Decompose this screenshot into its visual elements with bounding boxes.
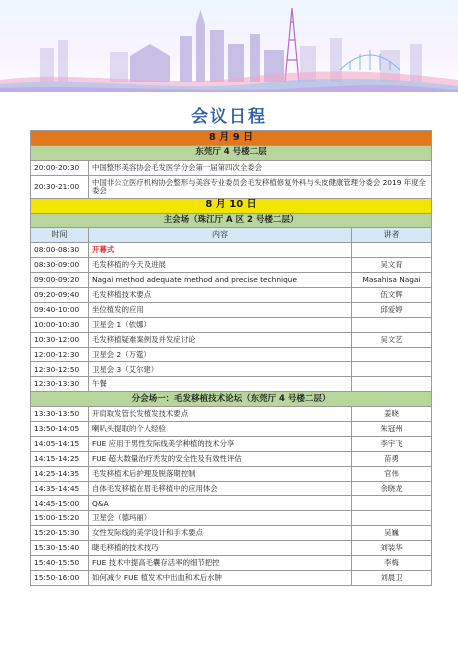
column-header-content: 内容 [89, 228, 352, 243]
time-cell: 08:00-08:30 [31, 243, 89, 258]
content-cell: 坐位植发的应用 [89, 302, 352, 317]
time-cell: 10:30-12:00 [31, 332, 89, 347]
venue-row [31, 145, 432, 160]
table-row [31, 496, 432, 511]
venue-label: 主会场（珠江厅 A 区 2 号楼二层） [31, 213, 432, 228]
content-cell: 中国非公立医疗机构协会整形与美容专业委员会毛发移植修复外科与头皮健康管理分委会 2019 年度全委会 [89, 175, 432, 198]
time-cell: 14:25-14:35 [31, 466, 89, 481]
table-row [31, 273, 432, 288]
content-cell: FUE 应用于男性发际线美学种植的技术分享 [89, 436, 352, 451]
time-cell: 09:20-09:40 [31, 288, 89, 303]
content-cell: Nagai method adequate method and precise technique [89, 273, 352, 288]
table-row [31, 481, 432, 496]
speaker-cell: 吴巍 [352, 526, 432, 541]
speaker-cell: 刘装华 [352, 541, 432, 556]
speaker-cell: 吴文艺 [352, 332, 432, 347]
table-row [31, 511, 432, 526]
date-label: 8 月 10 日 [31, 198, 432, 213]
venue-label: 东莞厅 4 号楼二层 [31, 145, 432, 160]
column-header-time: 时间 [31, 228, 89, 243]
speaker-cell [352, 243, 432, 258]
time-cell: 10:00-10:30 [31, 317, 89, 332]
content-cell: FUE 技术中提高毛囊存活率的细节把控 [89, 556, 352, 571]
speaker-cell [352, 496, 432, 511]
content-cell: 毛发移植术后护理及脱落期控制 [89, 466, 352, 481]
time-cell: 12:30-12:50 [31, 362, 89, 377]
content-cell: 女性发际线的美学设计和手术要点 [89, 526, 352, 541]
schedule-table [30, 130, 432, 586]
table-row [31, 451, 432, 466]
content-cell: 卫星会 3（艾尔建） [89, 362, 352, 377]
time-cell: 13:50-14:05 [31, 422, 89, 437]
content-cell: 毛发移植技术要点 [89, 288, 352, 303]
table-row [31, 160, 432, 175]
time-cell: 14:05-14:15 [31, 436, 89, 451]
speaker-cell [352, 511, 432, 526]
speaker-cell: 苗勇 [352, 451, 432, 466]
time-cell: 09:00-09:20 [31, 273, 89, 288]
table-row [31, 175, 432, 198]
content-cell: 毛发移植的今天及进展 [89, 258, 352, 273]
speaker-cell: 刘晨卫 [352, 570, 432, 585]
time-cell: 12:30-13:30 [31, 377, 89, 392]
date-label: 8 月 9 日 [31, 131, 432, 146]
speaker-cell: 姜晓 [352, 407, 432, 422]
time-cell: 15:00-15:20 [31, 511, 89, 526]
time-cell: 09:40-10:00 [31, 302, 89, 317]
time-cell: 14:35-14:45 [31, 481, 89, 496]
content-cell: 午餐 [89, 377, 352, 392]
content-cell: 卫星会 1（依娜） [89, 317, 352, 332]
table-row [31, 377, 432, 392]
speaker-cell: 朱冠州 [352, 422, 432, 437]
time-cell: 15:30-15:40 [31, 541, 89, 556]
sub-session-rows [31, 407, 432, 586]
time-cell: 15:20-15:30 [31, 526, 89, 541]
speaker-cell: 吴文育 [352, 258, 432, 273]
speaker-cell [352, 377, 432, 392]
speaker-cell: 邱爱婷 [352, 302, 432, 317]
speaker-cell: 伍文辉 [352, 288, 432, 303]
table-row [31, 258, 432, 273]
column-header-speaker: 讲者 [352, 228, 432, 243]
content-cell: 卫星会（德玛丽） [89, 511, 352, 526]
time-cell: 14:45-15:00 [31, 496, 89, 511]
table-row [31, 407, 432, 422]
speaker-cell: Masahisa Nagai [352, 273, 432, 288]
content-cell: 中国整形美容协会毛发医学分会第一届第四次全委会 [89, 160, 432, 175]
content-cell: 喇叭头提取的个人经验 [89, 422, 352, 437]
venue-label: 分会场一：毛发移植技术论坛（东莞厅 4 号楼二层） [31, 392, 432, 407]
table-row [31, 422, 432, 437]
speaker-cell [352, 317, 432, 332]
time-cell: 15:50-16:00 [31, 570, 89, 585]
speaker-cell [352, 362, 432, 377]
time-cell: 08:30-09:00 [31, 258, 89, 273]
table-header-row [31, 228, 432, 243]
content-cell: 毛发移植疑难案例及并发症讨论 [89, 332, 352, 347]
table-row [31, 556, 432, 571]
main-venue-row [31, 213, 432, 228]
time-cell: 15:40-15:50 [31, 556, 89, 571]
table-row [31, 436, 432, 451]
sub-venue-row [31, 392, 432, 407]
content-cell: 自体毛发移植在眉毛移植中的应用体会 [89, 481, 352, 496]
time-cell: 20:30-21:00 [31, 175, 89, 198]
table-row [31, 570, 432, 585]
time-cell: 13:30-13:50 [31, 407, 89, 422]
table-row [31, 288, 432, 303]
table-row [31, 347, 432, 362]
table-row [31, 243, 432, 258]
speaker-cell [352, 347, 432, 362]
content-cell: 如何减少 FUE 植发术中出血和术后水肿 [89, 570, 352, 585]
page-title: 会议日程 [191, 107, 267, 127]
date-row-aug-9 [31, 131, 432, 146]
content-cell: FUE 超大数量治疗秃发的安全性及有效性评估 [89, 451, 352, 466]
content-cell: Q&A [89, 496, 352, 511]
city-skyline-banner [0, 0, 458, 92]
time-cell: 20:00-20:30 [31, 160, 89, 175]
table-row [31, 332, 432, 347]
content-cell: 开幕式 [89, 243, 352, 258]
table-row [31, 466, 432, 481]
table-row [31, 526, 432, 541]
table-row [31, 541, 432, 556]
time-cell: 14:15-14:25 [31, 451, 89, 466]
table-row [31, 302, 432, 317]
speaker-cell: 李梅 [352, 556, 432, 571]
main-session-rows [31, 243, 432, 392]
date-row-aug-10 [31, 198, 432, 213]
content-cell: 睫毛移植的技术技巧 [89, 541, 352, 556]
time-cell: 12:00-12:30 [31, 347, 89, 362]
speaker-cell: 官伟 [352, 466, 432, 481]
content-cell: 卫星会 2（万霆） [89, 347, 352, 362]
speaker-cell: 李宇飞 [352, 436, 432, 451]
table-row [31, 362, 432, 377]
table-row [31, 317, 432, 332]
speaker-cell: 余晓龙 [352, 481, 432, 496]
content-cell: 开肩取发管长发植发技术要点 [89, 407, 352, 422]
